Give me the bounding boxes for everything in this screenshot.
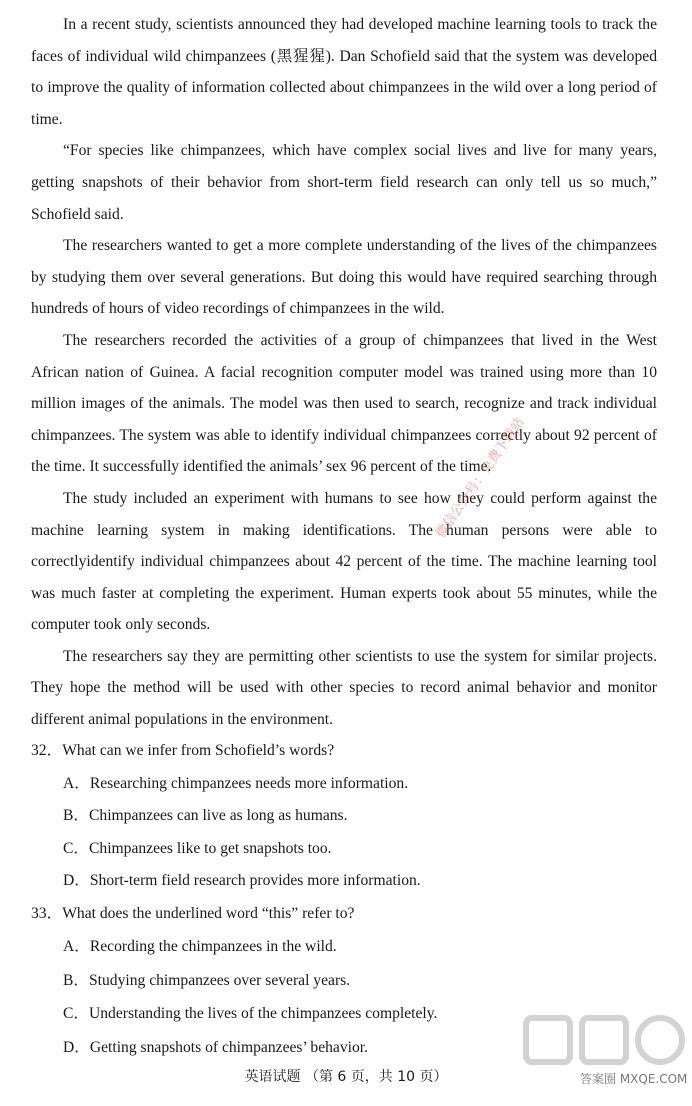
site-logo-text: 答案圈 MXQE.COM	[580, 1072, 688, 1086]
site-logo-icon	[516, 1006, 692, 1106]
question-32-option-c: C．Chimpanzees like to get snapshots too.	[63, 839, 332, 857]
passage-paragraph-5: The study included an experiment with humans to see how they could perform against the machine learning system in making identifications. The human persons were able to correctlyidentify individual chimpanzees about 42 percent of the time. The machine learning tool was much faster at completing the experiment. Human experts took about 55 minutes, while the computer took only seconds.	[31, 489, 657, 634]
passage-paragraph-1: In a recent study, scientists announced they had developed machine learning tools to track the faces of individual wild chimpanzees (黑猩猩). Dan Schofield said that the system was developed to improve the quality of information collected about chimpanzees in the wild over a long period of time.	[31, 16, 657, 128]
reading-passage	[31, 9, 657, 736]
question-33-option-b: B．Studying chimpanzees over several years.	[63, 971, 351, 989]
passage-paragraph-4: The researchers recorded the activities of a group of chimpanzees that lived in the West African nation of Guinea. A facial recognition computer model was trained using more than 10 million images of the animals. The model was then used to search, recognize and track individual chimpanzees. The system was able to identify individual chimpanzees correctly about 92 percent of the time. It successfully identified the animals’ sex 96 percent of the time.	[31, 331, 657, 476]
question-33-stem: 33．What does the underlined word “this” refer to?	[31, 904, 355, 922]
passage-paragraph-6: The researchers say they are permitting other scientists to use the system for similar projects. They hope the method will be used with other species to record animal behavior and monitor different animal populations in the environment.	[31, 647, 657, 729]
question-33-option-d: D．Getting snapshots of chimpanzees’ behavior.	[63, 1038, 369, 1056]
passage-paragraph-2: “For species like chimpanzees, which have complex social lives and live for many years, getting snapshots of their behavior from short-term field research can only tell us so much,” Schofield said.	[31, 142, 657, 223]
question-32-option-b: B．Chimpanzees can live as long as humans.	[63, 807, 348, 824]
question-33-option-a: A．Recording the chimpanzees in the wild.	[63, 938, 337, 955]
question-32-option-a: A．Researching chimpanzees needs more information.	[63, 774, 409, 792]
question-32-option-d: D．Short-term field research provides more information.	[63, 872, 421, 889]
page-footer: 英语试题 （第 6 页，共 10 页）	[244, 1069, 448, 1085]
question-32-stem: 32．What can we infer from Schofield’s words?	[31, 742, 335, 759]
watermark-stamp: 微信公众号：免费下载站	[433, 415, 528, 541]
question-33-option-c: C．Understanding the lives of the chimpanzees completely.	[63, 1005, 438, 1022]
passage-paragraph-3: The researchers wanted to get a more complete understanding of the lives of the chimpanzees by studying them over several generations. But doing this would have required searching through hundreds of hours of video recordings of chimpanzees in the wild.	[31, 237, 657, 318]
